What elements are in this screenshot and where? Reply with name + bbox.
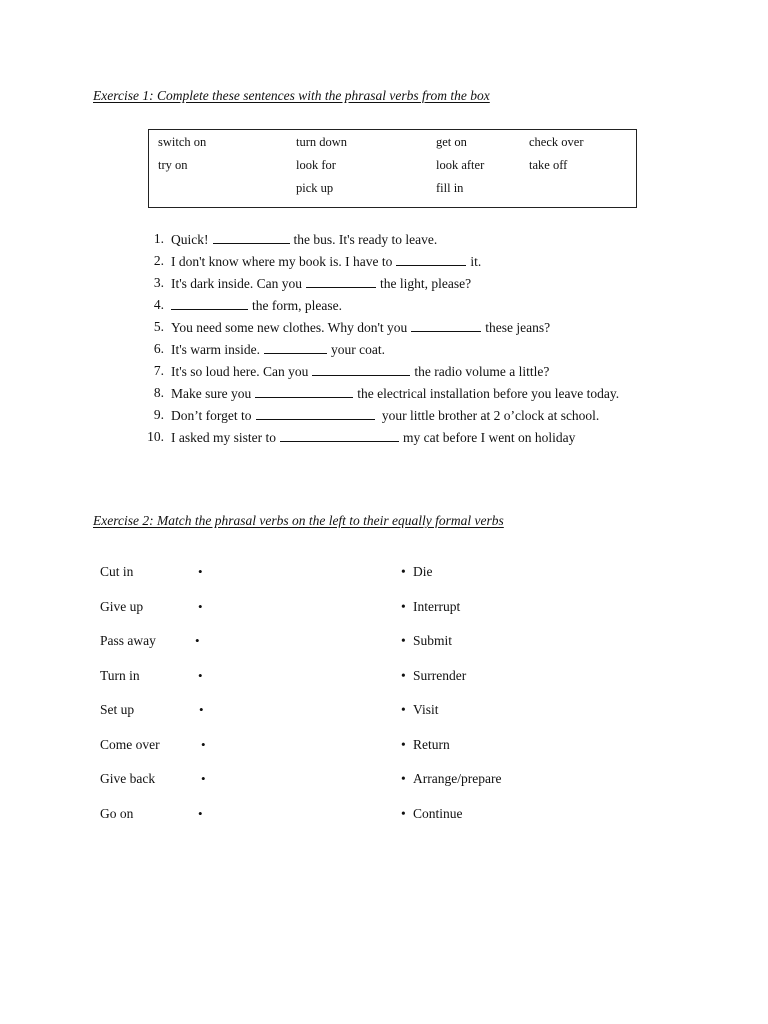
sentence-item	[144, 275, 619, 297]
sentence-text-after: your little brother at 2 o’clock at school.	[378, 408, 600, 423]
sentence-item	[144, 363, 619, 385]
sentence-text-before: I don't know where my book is. I have to	[171, 254, 393, 269]
answer-blank[interactable]	[264, 341, 327, 354]
sentence-text-before: Don’t forget to	[171, 408, 252, 423]
right-term	[401, 633, 452, 649]
sentence-number: 9.	[153, 407, 164, 422]
sentence-item	[144, 429, 619, 451]
sentence-text-after: your coat.	[331, 342, 386, 357]
right-term	[401, 771, 501, 787]
sentence-number: 5.	[153, 319, 164, 334]
sentence-number: 4.	[153, 297, 164, 312]
sentence-item	[144, 319, 619, 341]
right-term	[401, 702, 438, 718]
sentence-text-after: the electrical installation before you leave today.	[357, 386, 620, 401]
left-match-dot[interactable]: •	[198, 564, 203, 579]
right-match-dot[interactable]: •	[401, 771, 406, 786]
right-term	[401, 737, 450, 753]
answer-blank[interactable]	[280, 429, 399, 442]
exercise-2-title: Exercise 2: Match the phrasal verbs on the left to their equally formal verbs	[93, 513, 504, 528]
answer-blank[interactable]	[213, 231, 290, 244]
sentence-number: 2.	[153, 253, 164, 268]
box-word: try on	[158, 158, 188, 172]
phrasal-verb-box	[148, 129, 637, 208]
sentence-text-before: It's so loud here. Can you	[171, 364, 309, 379]
sentence-text-before: You need some new clothes. Why don't you	[171, 320, 408, 335]
sentence-text-before: Quick!	[171, 232, 209, 247]
sentence-item	[144, 231, 619, 253]
sentence-text-after: the bus. It's ready to leave.	[293, 232, 438, 247]
sentence-item	[144, 385, 619, 407]
left-term: Give back	[100, 771, 156, 786]
answer-blank[interactable]	[256, 407, 375, 420]
box-word: pick up	[296, 181, 334, 195]
left-match-dot[interactable]: •	[198, 667, 203, 683]
right-match-dot[interactable]: •	[401, 805, 406, 821]
right-match-dot[interactable]: •	[401, 736, 406, 752]
sentence-number: 8.	[153, 385, 164, 400]
box-word: check over	[529, 135, 584, 149]
right-term	[401, 806, 463, 822]
sentence-number: 3.	[153, 275, 164, 290]
sentence-text-after: the form, please.	[252, 298, 342, 313]
left-match-dot[interactable]: •	[195, 633, 200, 648]
answer-blank[interactable]	[255, 385, 353, 398]
left-match-dot[interactable]: •	[201, 736, 206, 752]
box-word: turn down	[296, 135, 348, 149]
right-term-label: Visit	[413, 702, 439, 717]
left-term: Go on	[100, 805, 134, 821]
sentence-text-after: the light, please?	[380, 276, 472, 291]
right-term	[401, 668, 466, 684]
answer-blank[interactable]	[171, 297, 248, 310]
sentence-number: 7.	[153, 363, 164, 378]
box-word: look after	[436, 158, 485, 172]
sentence-text-before: It's dark inside. Can you	[171, 276, 303, 291]
right-match-dot[interactable]: •	[401, 633, 406, 648]
exercise-1-title: Exercise 1: Complete these sentences with the phrasal verbs from the box	[93, 88, 490, 103]
right-term-label: Arrange/prepare	[413, 771, 502, 786]
answer-blank[interactable]	[411, 319, 481, 332]
left-term: Set up	[100, 702, 135, 717]
sentence-item	[144, 341, 619, 363]
right-term	[401, 599, 460, 615]
right-term-label: Die	[413, 564, 433, 579]
left-term: Pass away	[100, 633, 156, 648]
left-match-dot[interactable]: •	[199, 702, 204, 717]
sentence-item	[144, 253, 619, 275]
box-word: fill in	[436, 181, 464, 195]
left-term: Give up	[100, 598, 144, 614]
left-term: Turn in	[100, 667, 140, 683]
right-term-label: Continue	[413, 805, 463, 821]
box-word: take off	[529, 158, 568, 172]
right-match-dot[interactable]: •	[401, 598, 406, 614]
sentence-text-after: these jeans?	[485, 320, 551, 335]
sentence-number: 6.	[153, 341, 164, 356]
box-word: get on	[436, 135, 467, 149]
right-match-dot[interactable]: •	[401, 564, 406, 579]
right-term-label: Interrupt	[413, 598, 461, 614]
sentence-text-after: the radio volume a little?	[414, 364, 550, 379]
right-term-label: Submit	[413, 633, 453, 648]
sentence-text-after: it.	[470, 254, 482, 269]
sentence-text-before: I asked my sister to	[171, 430, 276, 445]
right-match-dot[interactable]: •	[401, 702, 406, 717]
sentence-text-before: Make sure you	[171, 386, 252, 401]
left-match-dot[interactable]: •	[198, 805, 203, 821]
right-term-label: Return	[413, 736, 450, 752]
left-term: Come over	[100, 736, 160, 752]
right-term	[401, 564, 433, 580]
box-word: switch on	[158, 135, 207, 149]
sentence-number: 10.	[147, 429, 164, 444]
sentence-item	[144, 407, 619, 429]
sentence-text-after: my cat before I went on holiday	[402, 430, 576, 445]
answer-blank[interactable]	[312, 363, 410, 376]
sentence-text-before: It's warm inside.	[171, 342, 261, 357]
answer-blank[interactable]	[396, 253, 466, 266]
left-match-dot[interactable]: •	[198, 598, 203, 614]
right-term-label: Surrender	[413, 667, 467, 683]
left-match-dot[interactable]: •	[201, 771, 206, 786]
box-word: look for	[296, 158, 336, 172]
left-term: Cut in	[100, 564, 134, 579]
sentence-list	[144, 231, 619, 451]
sentence-number: 1.	[153, 231, 164, 246]
right-match-dot[interactable]: •	[401, 667, 406, 683]
sentence-item	[144, 297, 619, 319]
answer-blank[interactable]	[306, 275, 376, 288]
